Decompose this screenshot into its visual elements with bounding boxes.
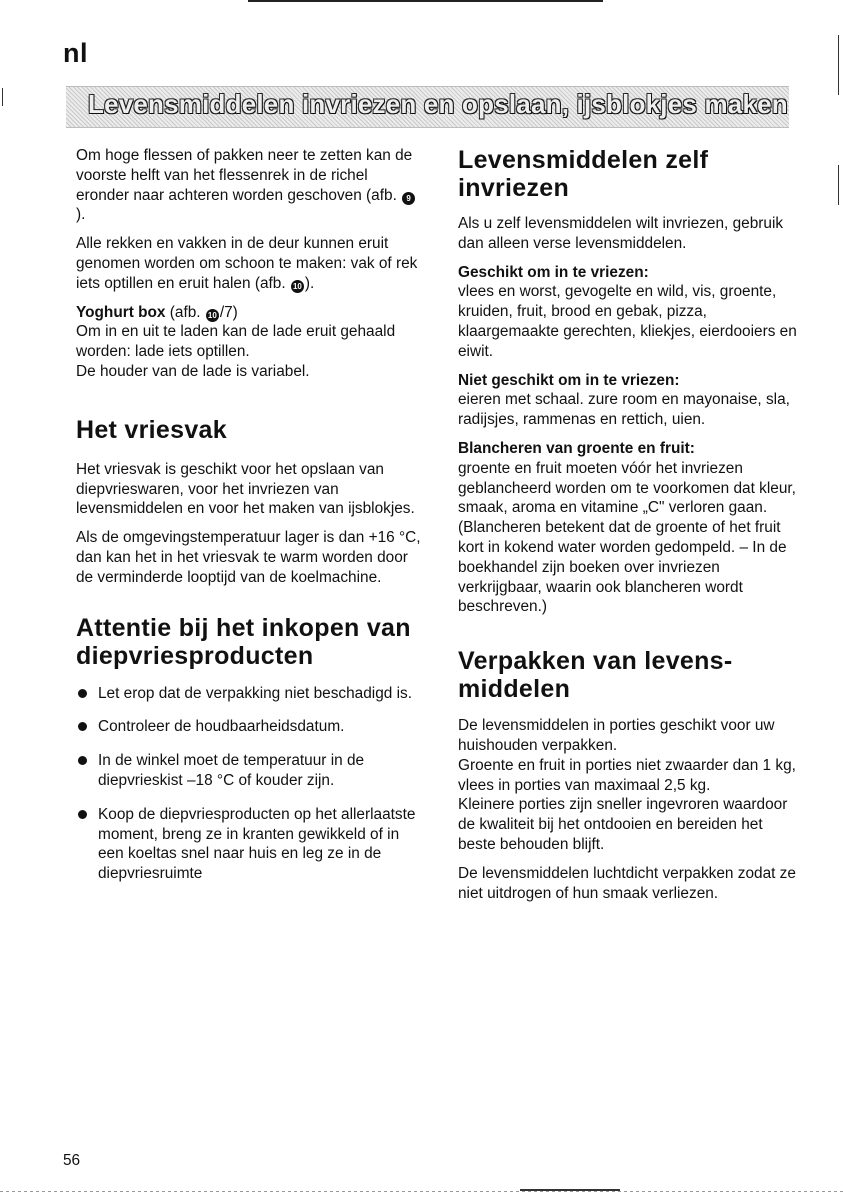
scan-edge-mark — [838, 165, 839, 205]
paragraph-niet-geschikt: Niet geschikt om in te vriezen: eieren met schaal. zure room en mayonaise, sla, radijsjes, rammenas en rettich, uien. — [458, 371, 790, 429]
bottom-rule — [0, 1191, 843, 1192]
page-number: 56 — [63, 1152, 81, 1169]
heading-verpakken: Verpakken van levens-middelen — [458, 647, 733, 704]
paragraph-verpakken-4: De levensmiddelen luchtdicht verpakken zodat ze niet uitdrogen of hun smaak verliezen. — [458, 864, 796, 902]
bullet-icon — [78, 722, 87, 731]
bullet-icon — [78, 756, 87, 765]
attentie-list — [76, 684, 424, 884]
left-column — [76, 146, 424, 898]
top-rule — [248, 0, 603, 2]
heading-attentie: Attentie bij het inkopen van diepvriesproducten — [76, 613, 411, 670]
blancheren-label: Blancheren van groente en fruit: — [458, 439, 695, 457]
paragraph-blancheren: Blancheren van groente en fruit: groente en fruit moeten vóór het invriezen geblancheerd worden om te voorkomen dat kleur, smaak, aroma en vitamine „C" verloren gaan. (Blancheren betekent dat de groente of het fruit kort in kokend water worden gedompeld. – In de boekhandel zijn boeken over invriezen verkrijgbaar, waarin ook blancheren wordt beschreven.) — [458, 439, 796, 616]
figure-badge-icon: 10 — [206, 309, 219, 322]
right-column — [458, 146, 798, 912]
section-banner — [66, 86, 789, 128]
bottom-rule-mark — [520, 1189, 620, 1191]
paragraph-yoghurt-box: Yoghurt box (afb. 10 /7) Om in en uit te laden kan de lade eruit gehaald worden: lade iets optillen. De houder van de lade is variabel. — [76, 303, 396, 380]
list-item: Let erop dat de verpakking niet beschadigd is. — [76, 684, 424, 704]
bullet-icon — [78, 810, 87, 819]
heading-zelf-invriezen: Levensmiddelen zelf invriezen — [458, 146, 709, 202]
yoghurt-box-label: Yoghurt box — [76, 303, 166, 321]
scan-edge-mark — [2, 88, 3, 106]
paragraph-verpakken-2: Groente en fruit in porties niet zwaarder dan 1 kg, vlees in porties van maximaal 2,5 kg. — [458, 756, 796, 794]
geschikt-label: Geschikt om in te vriezen: — [458, 263, 649, 281]
paragraph-vriesvak-1: Het vriesvak is geschikt voor het opslaan van diepvrieswaren, voor het invriezen van levensmiddelen en voor het maken van ijsblokjes. — [76, 460, 415, 518]
paragraph-verpakken-3: Kleinere porties zijn sneller ingevroren waardoor de kwaliteit bij het ontdooien en bereiden het beste behouden blijft. — [458, 796, 788, 853]
list-item: Koop de diepvriesproducten op het allerlaatste moment, breng ze in kranten gewikkeld of in een koeltas snel naar huis en leg ze in de diepvriesruimte — [76, 805, 424, 884]
paragraph-vriesvak-2: Als de omgevingstemperatuur lager is dan +16 °C, dan kan het in het vriesvak te warm worden door de verminderde looptijd van de koelmachine. — [76, 529, 421, 586]
list-item: In de winkel moet de temperatuur in de diepvrieskist –18 °C of kouder zijn. — [76, 751, 424, 791]
banner-title: Levensmiddelen invriezen en opslaan, ijsblokjes maken — [88, 89, 788, 119]
paragraph-verpakken-1: De levensmiddelen in porties geschikt voor uw huishouden verpakken. — [458, 717, 775, 754]
figure-badge-icon: 9 — [402, 192, 415, 205]
bullet-icon — [78, 689, 87, 698]
list-item: Controleer de houdbaarheidsdatum. — [76, 717, 424, 737]
language-code: nl — [63, 38, 88, 68]
heading-vriesvak: Het vriesvak — [76, 415, 227, 444]
paragraph-door-shelves: Alle rekken en vakken in de deur kunnen eruit genomen worden om schoon te maken: vak of rek iets optillen en eruit halen (afb. 10 ). — [76, 235, 418, 292]
paragraph-zelf-1: Als u zelf levensmiddelen wilt invriezen, gebruik dan alleen verse levensmiddelen. — [458, 215, 784, 252]
figure-badge-icon: 10 — [291, 280, 304, 293]
paragraph-bottle-rack: Om hoge flessen of pakken neer te zetten kan de voorste helft van het flessenrek in de richel eronder naar achteren worden geschoven (afb. 9). — [76, 146, 424, 225]
niet-geschikt-label: Niet geschikt om in te vriezen: — [458, 371, 680, 389]
paragraph-geschikt: Geschikt om in te vriezen: vlees en worst, gevogelte en wild, vis, groente, kruiden, fruit, brood en gebak, pizza, klaargemaakte gerechten, kliekjes, eierdooiers en eiwit. — [458, 263, 797, 360]
scan-edge-mark — [838, 35, 839, 95]
